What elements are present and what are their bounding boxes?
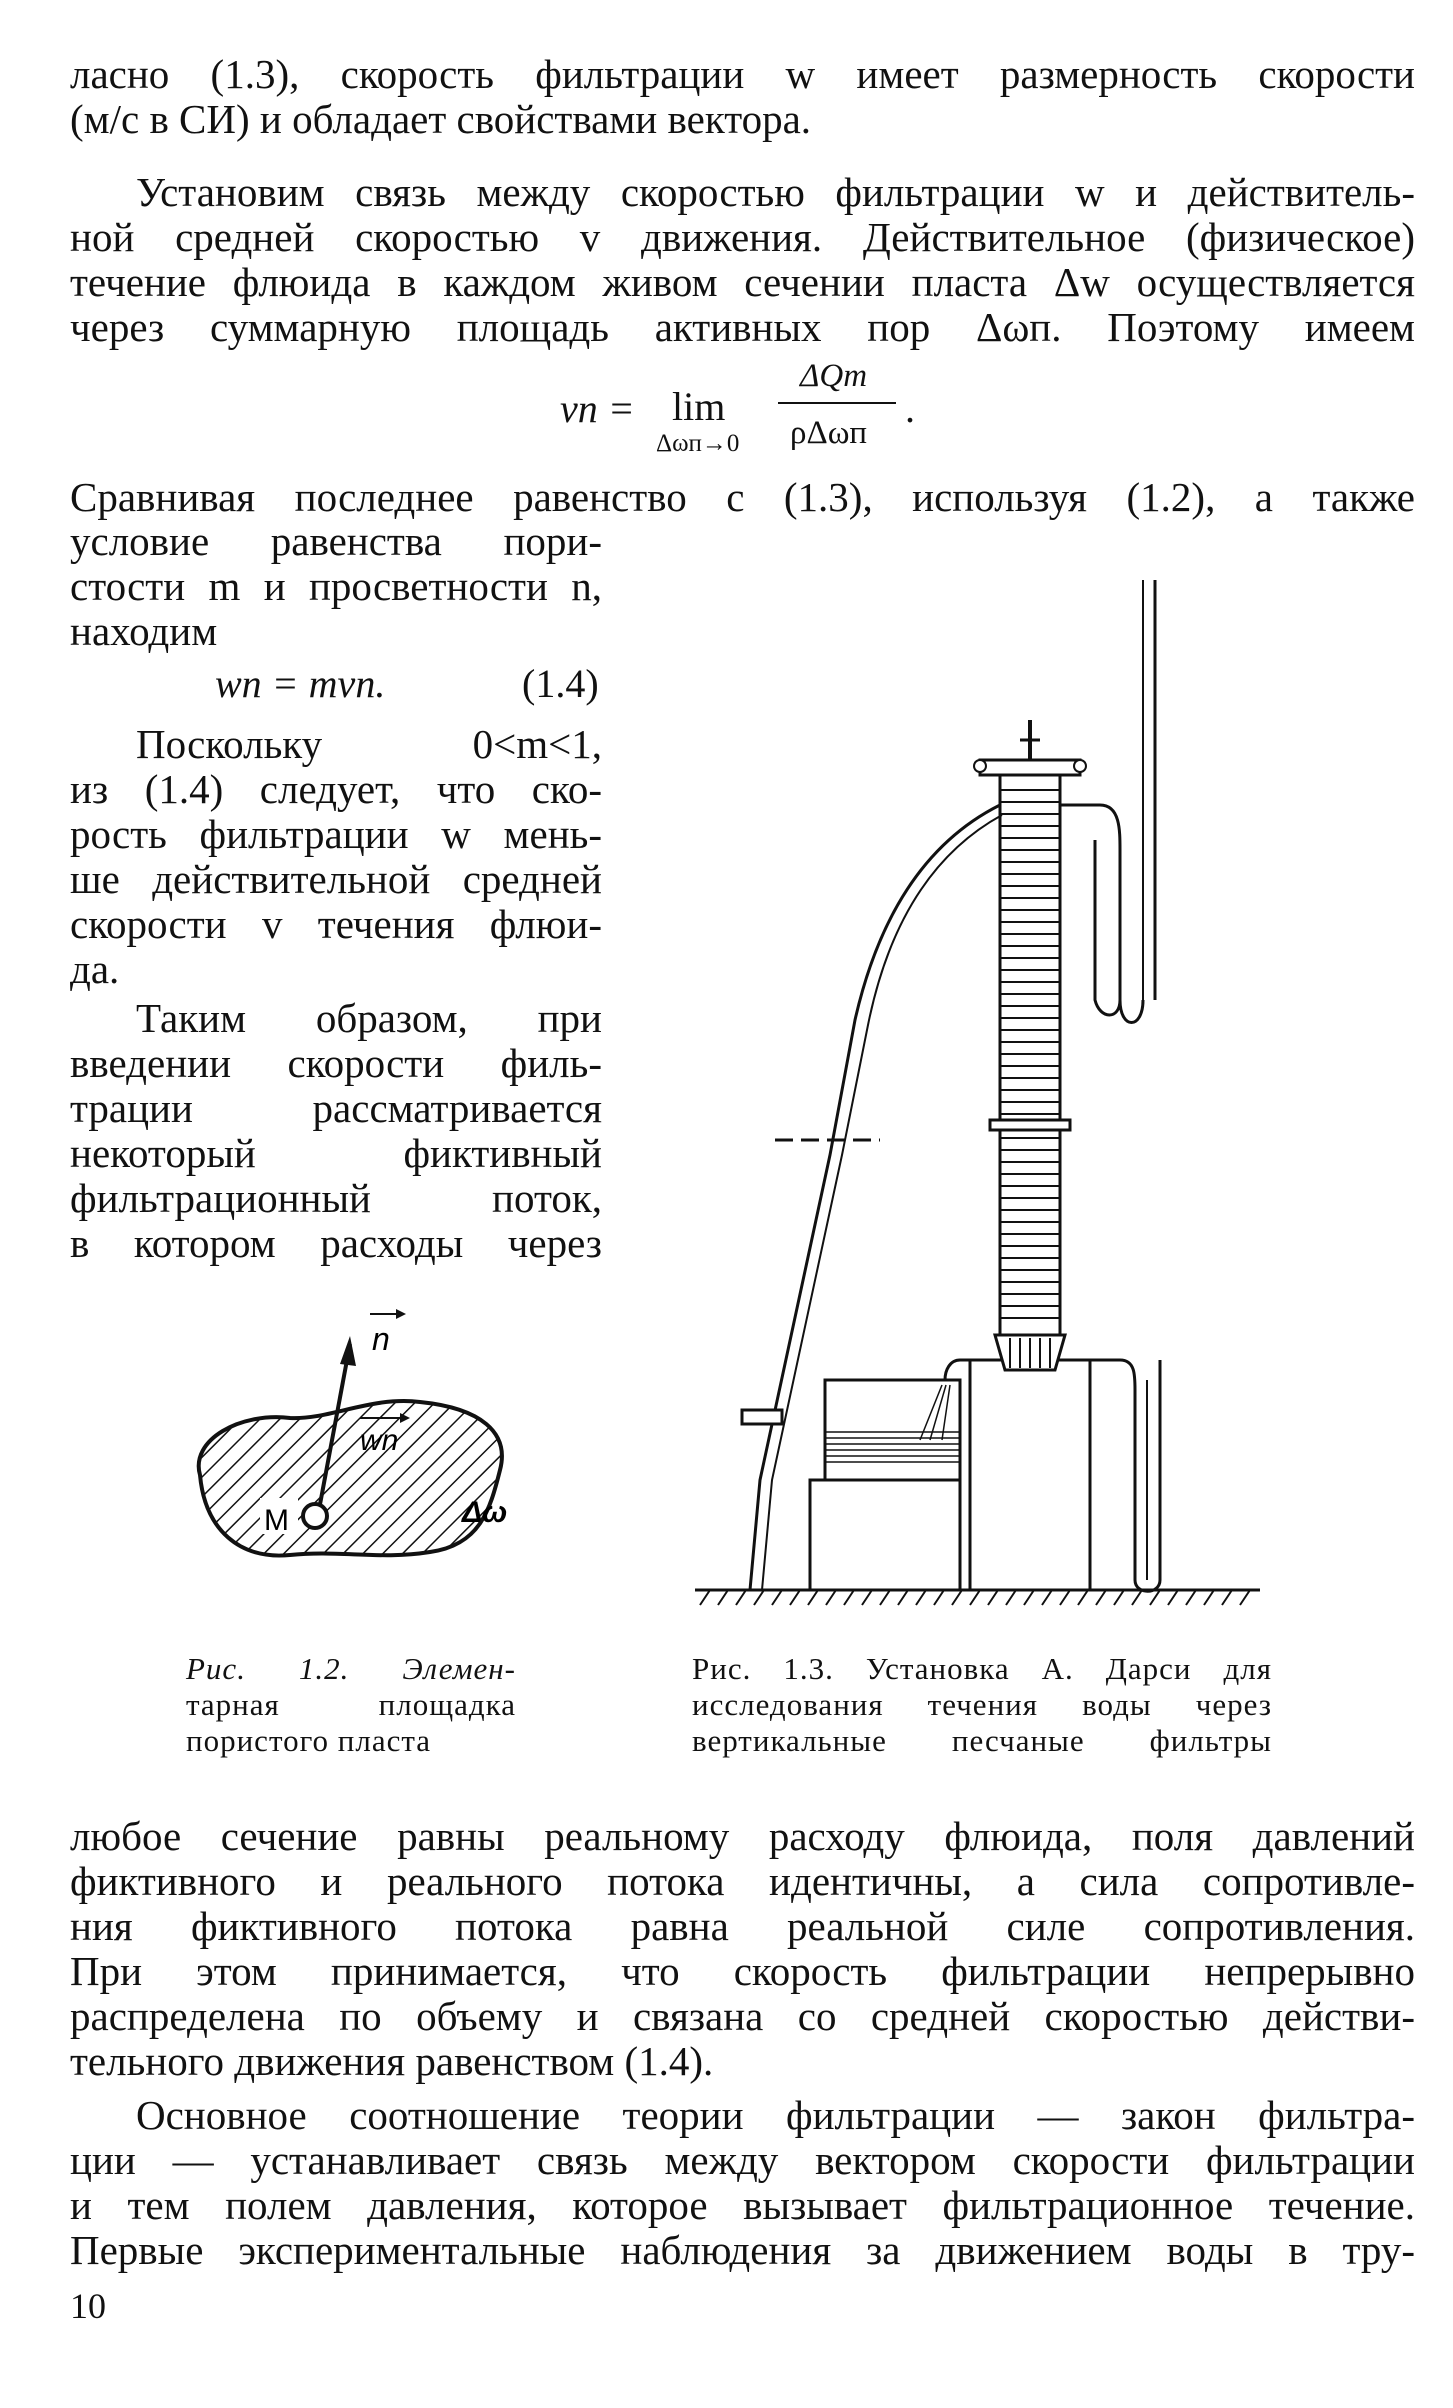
text-line: Таким образом, при	[136, 995, 602, 1041]
formula-number-1-4: (1.4)	[522, 661, 599, 706]
text-line: ной средней скоростью v движения. Действительное (физическое)	[70, 214, 1415, 260]
caption-line: Рис. 1.3. Установка А. Дарси для	[692, 1651, 1272, 1686]
hose-valve	[742, 1410, 782, 1424]
formula-period: .	[905, 386, 915, 431]
text-line: условие равенства пори-	[70, 518, 602, 564]
text-line: тельного движения равенством (1.4).	[70, 2038, 714, 2084]
text-line: трации рассматривается	[70, 1085, 602, 1131]
text-line: Основное соотношение теории фильтрации — закон фильтра-	[136, 2092, 1415, 2138]
text-line: течение флюида в каждом живом сечении пласта Δw осуществляется	[70, 259, 1415, 305]
formula-1-4: wn = mvn.	[215, 661, 386, 706]
formula-numerator: ΔQm	[800, 358, 868, 394]
text-line: фильтрационный поток,	[70, 1175, 602, 1221]
text-line: из (1.4) следует, что ско-	[70, 766, 602, 812]
label-m: M	[264, 1504, 289, 1537]
upper-manometer-u	[1120, 1000, 1143, 1023]
label-n: n	[372, 1321, 390, 1357]
text-line: (м/с в СИ) и обладает свойствами вектора.	[70, 96, 812, 142]
n-overarrow-head	[396, 1309, 406, 1319]
text-line: Первые экспериментальные наблюдения за движением воды в тру-	[70, 2227, 1415, 2273]
text-line: любое сечение равны реальному расходу флюида, поля давлений	[70, 1813, 1415, 1859]
column-top-cap	[980, 760, 1080, 775]
column-pedestal	[970, 1360, 1090, 1590]
paragraph-2	[70, 170, 1415, 350]
text-line: скорости v течения флюи-	[70, 901, 602, 947]
paragraph-5	[70, 2093, 1415, 2273]
text-line: Установим связь между скоростью фильтрации w и действитель-	[136, 169, 1415, 215]
paragraph-3	[70, 475, 1415, 520]
formula-lim: lim	[672, 384, 726, 429]
text-line: При этом принимается, что скорость фильтрации непрерывно	[70, 1948, 1415, 1994]
column-flange-middle	[990, 1120, 1070, 1130]
caption-line: пористого пласта	[186, 1723, 432, 1758]
figure-1-2-caption	[186, 1651, 516, 1759]
text-line: некоторый фиктивный	[70, 1130, 602, 1176]
upper-manometer	[1060, 805, 1120, 1015]
text-line: Сравнивая последнее равенство с (1.3), используя (1.2), а также	[70, 474, 1415, 520]
ground-hatching	[700, 1590, 1250, 1605]
paragraph-1	[70, 52, 1415, 142]
caption-line: Рис. 1.2. Элемен-	[186, 1651, 516, 1686]
caption-line: исследования течения воды через	[692, 1687, 1272, 1722]
text-line: введении скорости филь-	[70, 1040, 602, 1086]
text-line: через суммарную площадь активных пор Δωп. Поэтому имеем	[70, 304, 1415, 350]
page-number: 10	[70, 2286, 106, 2326]
text-line: в котором расходы через	[70, 1220, 602, 1266]
text-line: ния фиктивного потока равна реальной силе сопротивления.	[70, 1903, 1415, 1949]
point-m-marker	[303, 1504, 327, 1528]
label-wn: wn	[360, 1424, 399, 1457]
caption-line: вертикальные песчаные фильтры	[692, 1723, 1272, 1758]
text-line: рость фильтрации w мень-	[70, 811, 602, 857]
text-line: ции — устанавливает связь между вектором скорости фильтрации	[70, 2137, 1415, 2183]
left-column-c	[70, 996, 602, 1266]
caption-line: тарная площадка	[186, 1687, 516, 1722]
fraction-bar	[778, 402, 896, 404]
porous-blob	[199, 1401, 502, 1556]
text-line: и тем полем давления, которое вызывает фильтрационное течение.	[70, 2182, 1415, 2228]
top-bolt-right	[1074, 760, 1086, 772]
paragraph-4	[70, 1814, 1415, 2084]
text-line: находим	[70, 608, 218, 654]
top-bolt-left	[974, 760, 986, 772]
text-line: да.	[70, 946, 120, 992]
figure-1-3-caption	[692, 1651, 1272, 1759]
lower-tank	[810, 1480, 960, 1590]
normal-vector-arrowhead	[340, 1336, 356, 1366]
label-delta-omega: Δω	[462, 1496, 508, 1529]
left-column-b	[70, 722, 602, 992]
text-line: распределена по объему и связана со средней скоростью действи-	[70, 1993, 1415, 2039]
left-column-a	[70, 519, 602, 654]
upper-tank	[825, 1380, 960, 1480]
formula-denominator: ρΔωп	[790, 415, 868, 451]
text-line: ласно (1.3), скорость фильтрации w имеет размерность скорости	[70, 51, 1415, 97]
text-line: фиктивного и реального потока идентичны, а сила сопротивле-	[70, 1858, 1415, 1904]
formula-lim-subscript: Δωп→0	[656, 430, 740, 457]
text-line: стости m и просветности n,	[70, 563, 602, 609]
text-line: Поскольку 0<m<1,	[136, 721, 602, 767]
figure-1-3-darcy-apparatus	[680, 580, 1280, 1620]
formula-lhs: vn =	[560, 386, 635, 431]
figure-1-2-porous-area	[180, 1300, 560, 1600]
text-line: ше действительной средней	[70, 856, 602, 902]
